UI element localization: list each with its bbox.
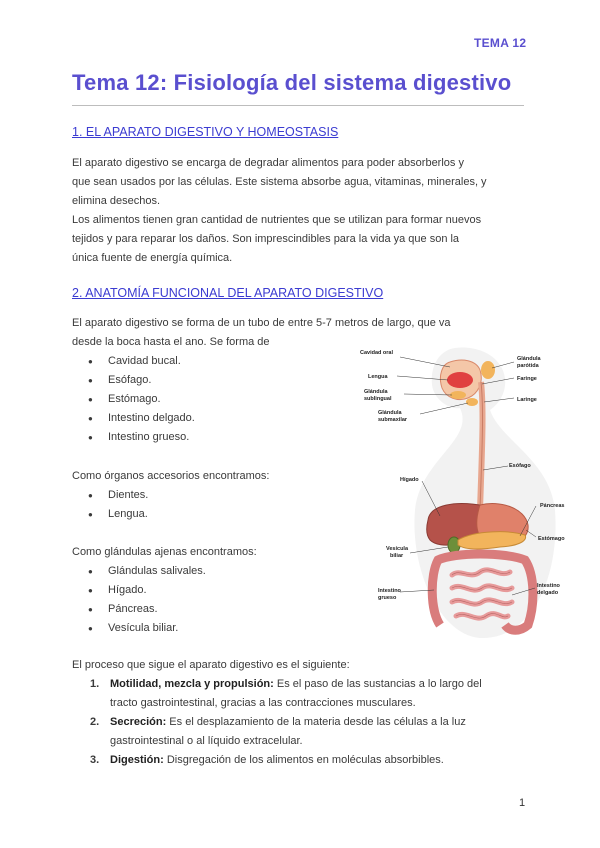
header-tag: TEMA 12	[474, 36, 527, 50]
text-line: elimina desechos.	[72, 195, 161, 207]
process-item	[72, 713, 532, 751]
submaxillary-gland-shape	[466, 398, 478, 406]
list-item: ● Cavidad bucal.	[72, 352, 195, 371]
label-higado: Hígado	[400, 477, 419, 483]
process-intro	[72, 656, 542, 675]
label-pancreas: Páncreas	[540, 503, 565, 509]
process-text: Es el paso de las sustancias a lo largo del	[273, 678, 482, 690]
list-item: ● Intestino grueso.	[72, 428, 195, 447]
process-text: gastrointestinal o al líquido extracelular.	[110, 735, 303, 747]
digestive-system-figure	[360, 340, 580, 640]
organs-list	[72, 352, 195, 447]
label-laringe: Laringe	[517, 397, 537, 403]
label-faringe: Faringe	[517, 376, 537, 382]
text-line: Como órganos accesorios encontramos:	[72, 470, 270, 482]
label-vesicula-biliar: biliar	[390, 553, 404, 559]
list-item: ● Páncreas.	[72, 600, 206, 619]
page-number: 1	[519, 797, 526, 809]
process-item	[72, 751, 532, 770]
text-line: Como glándulas ajenas encontramos:	[72, 546, 257, 558]
digestive-system-illustration	[360, 340, 580, 640]
list-item: ● Hígado.	[72, 581, 206, 600]
process-text: Disgregación de los alimentos en moléculas absorbibles.	[163, 754, 444, 766]
label-cavidad-oral: Cavidad oral	[360, 350, 394, 356]
text-line: Los alimentos tienen gran cantidad de nutrientes que se utilizan para formar nuevos	[72, 214, 482, 226]
list-item: ● Glándulas salivales.	[72, 562, 206, 581]
label-intestino-grueso: grueso	[378, 595, 397, 601]
section-2-heading[interactable]: 2. ANATOMÍA FUNCIONAL DEL APARATO DIGESTIVO	[72, 286, 384, 300]
list-item: ● Esófago.	[72, 371, 195, 390]
process-list	[72, 675, 532, 770]
item-number: 1.	[90, 678, 100, 690]
process-term: Motilidad, mezcla y propulsión:	[110, 678, 274, 690]
text-line: El proceso que sigue el aparato digestivo es el siguiente:	[72, 659, 350, 671]
glands-list	[72, 562, 206, 638]
label-glandula-submaxilar: Glándula	[378, 410, 402, 416]
process-term: Digestión:	[110, 754, 164, 766]
text-line: El aparato digestivo se encarga de degradar alimentos para poder absorberlos y	[72, 157, 464, 169]
list-item: ● Vesícula biliar.	[72, 619, 206, 638]
list-item: ● Estómago.	[72, 390, 195, 409]
label-intestino-delgado: Intestino	[537, 583, 560, 589]
process-text: Es el desplazamiento de la materia desde las células a la luz	[166, 716, 466, 728]
text-line: El aparato digestivo se forma de un tubo de entre 5-7 metros de largo, que va	[72, 317, 451, 329]
label-glandula-submaxilar: submaxilar	[378, 417, 408, 423]
text-line: que sean usados por las células. Este sistema absorbe agua, vitaminas, minerales, y	[72, 176, 487, 188]
title-divider	[72, 105, 524, 106]
accessory-list	[72, 486, 148, 524]
text-line: desde la boca hasta el ano. Se forma de	[72, 336, 270, 348]
label-lengua: Lengua	[368, 374, 388, 380]
sublingual-gland-shape	[450, 391, 466, 399]
label-glandula-parotida: Glándula	[517, 356, 541, 362]
item-number: 3.	[90, 754, 100, 766]
label-intestino-delgado: delgado	[537, 590, 559, 596]
item-number: 2.	[90, 716, 100, 728]
label-intestino-grueso: Intestino	[378, 588, 401, 594]
label-glandula-parotida: parótida	[517, 363, 539, 369]
label-vesicula-biliar: Vesícula	[386, 546, 409, 552]
text-line: única fuente de energía química.	[72, 252, 233, 264]
list-item: ● Lengua.	[72, 505, 148, 524]
list-item: ● Dientes.	[72, 486, 148, 505]
parotid-gland-shape	[481, 361, 495, 379]
list-item: ● Intestino delgado.	[72, 409, 195, 428]
section-1-text	[72, 154, 542, 268]
section-1-heading[interactable]: 1. EL APARATO DIGESTIVO Y HOMEOSTASIS	[72, 125, 339, 139]
label-esofago: Esófago	[509, 463, 531, 469]
page-title: Tema 12: Fisiología del sistema digestivo	[72, 70, 512, 95]
label-glandula-sublingual: Glándula	[364, 389, 388, 395]
label-estomago: Estómago	[538, 536, 565, 542]
text-line: tejidos y para reparar los daños. Son imprescindibles para la vida ya que son la	[72, 233, 460, 245]
tongue-shape	[447, 372, 473, 388]
process-item	[72, 675, 532, 713]
process-text: tracto gastrointestinal, gracias a las contracciones musculares.	[110, 697, 416, 709]
process-term: Secreción:	[110, 716, 167, 728]
label-glandula-sublingual: sublingual	[364, 396, 392, 402]
